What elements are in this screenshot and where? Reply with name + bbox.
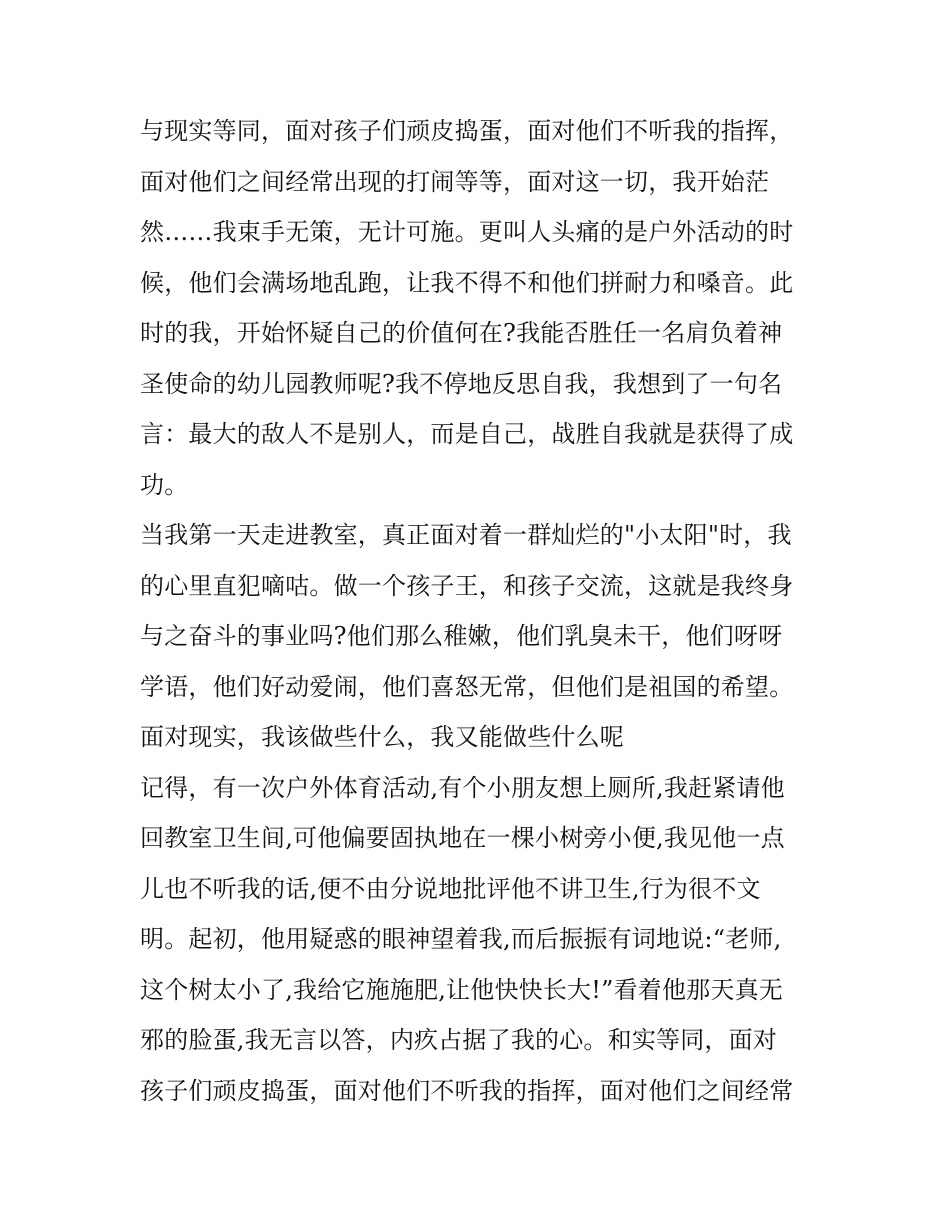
text-line-13: 面对现实，我该做些什么，我又能做些什么呢 [140, 723, 624, 751]
text-line-9: 当我第一天走进教室，真正面对着一群灿烂的"小太阳"时，我 [140, 521, 792, 549]
text-line-18: 这个树太小了,我给它施施肥,让他快快长大!”看着他那天真无 [140, 975, 783, 1004]
text-line-3: 然……我束手无策，无计可施。更叫人头痛的是户外活动的时 [140, 218, 794, 246]
text-line-19: 邪的脸蛋,我无言以答，内疚占据了我的心。和实等同，面对 [140, 1026, 778, 1054]
text-line-6: 圣使命的幼儿园教师呢?我不停地反思自我，我想到了一句名 [140, 369, 783, 398]
text-line-5: 时的我，开始怀疑自己的价值何在?我能否胜任一名肩负着神 [140, 319, 783, 347]
document-body [140, 106, 820, 1116]
text-line-11: 与之奋斗的事业吗?他们那么稚嫩，他们乳臭未干，他们呀呀 [140, 622, 783, 650]
text-line-4: 候，他们会满场地乱跑，让我不得不和他们拼耐力和嗓音。此 [140, 268, 794, 297]
text-line-12: 学语，他们好动爱闹，他们喜怒无常，但他们是祖国的希望。 [140, 672, 794, 701]
text-line-14: 记得，有一次户外体育活动,有个小朋友想上厕所,我赶紧请他 [140, 773, 785, 802]
text-line-16: 儿也不听我的话,便不由分说地批评他不讲卫生,行为很不文 [140, 874, 761, 903]
text-line-15: 回教室卫生间,可他偏要固执地在一棵小树旁小便,我见他一点 [140, 824, 785, 852]
text-line-2: 面对他们之间经常出现的打闹等等，面对这一切，我开始茫 [140, 167, 770, 196]
text-line-7: 言：最大的敌人不是别人，而是自己，战胜自我就是获得了成 [140, 420, 794, 448]
text-line-1: 与现实等同，面对孩子们顽皮捣蛋，面对他们不听我的指挥， [140, 117, 794, 145]
text-line-17: 明。起初，他用疑惑的眼神望着我,而后振振有词地说:“老师, [140, 925, 782, 953]
text-line-8: 功。 [140, 470, 189, 499]
text-line-10: 的心里直犯嘀咕。做一个孩子王，和孩子交流，这就是我终身 [140, 571, 794, 600]
text-line-20: 孩子们顽皮捣蛋，面对他们不听我的指挥，面对他们之间经常 [140, 1076, 794, 1105]
